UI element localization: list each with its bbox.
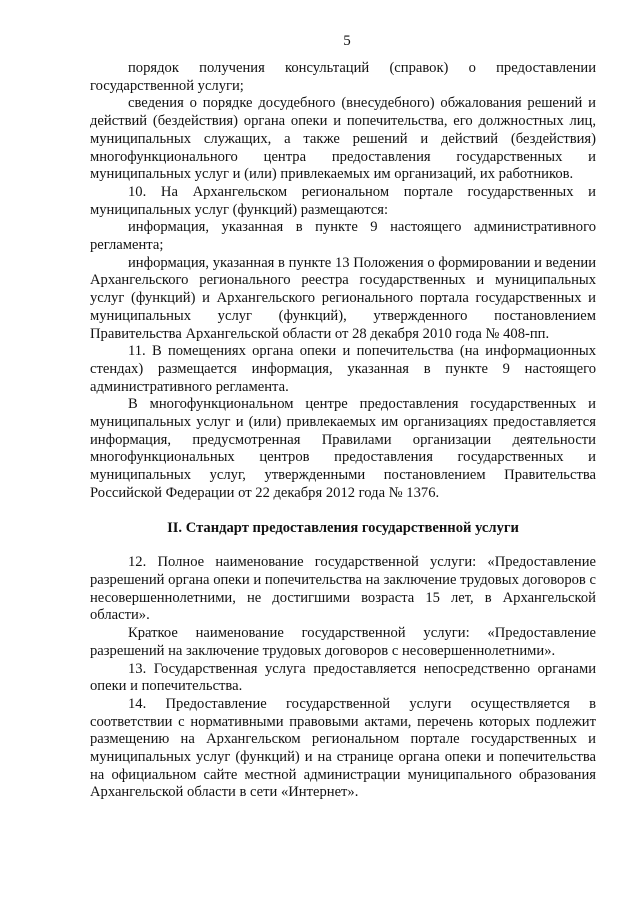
page-number: 5 (343, 33, 351, 49)
document-page (90, 32, 596, 802)
paragraph-11-premises: 11. В помещениях органа опеки и попечительства (на информационных стендах) размещается информация, указанная в пункте 9 настоящего административного регламента. (90, 343, 596, 395)
paragraph-short-name: Краткое наименование государственной услуги: «Предоставление разрешений на заключение трудовых договоров с несовершеннолетними». (90, 625, 596, 659)
paragraph-info-item-13: информация, указанная в пункте 13 Положения о формировании и ведении Архангельского регионального реестра государственных и муниципальных услуг (функций) и Архангельского регионального портала государственных и муниципальных услуг (функций), утвержденного постановлением Правительства Архангельской области от 28 декабря 2010 года № 408-пп. (90, 254, 596, 342)
paragraph-appeal-procedure: сведения о порядке досудебного (внесудебного) обжалования решений и действий (бездействия) органа опеки и попечительства, его должностных лиц, муниципальных служащих, а также решений и действий (бездействия) многофункционального центра предоставления государственных и муниципальных услуг и (или) привлекаемых им организаций, их работников. (90, 95, 596, 183)
paragraph-14-legal-basis: 14. Предоставление государственной услуги осуществляется в соответствии с нормативными правовыми актами, перечень которых подлежит размещению на Архангельском региональном портале государственных и муниципальных услуг (функций) и на странице органа опеки и попечительства на официальном сайте местной администрации муниципального образования Архангельской области в сети «Интернет». (90, 695, 596, 801)
paragraph-10-portal: 10. На Архангельском региональном портале государственных и муниципальных услуг (функций) размещаются: (90, 183, 596, 218)
paragraph-info-item-9: информация, указанная в пункте 9 настоящего административного регламента; (90, 219, 596, 254)
paragraph-12-full-name: 12. Полное наименование государственной услуги: «Предоставление разрешений органа опеки и попечительства на заключение трудовых договоров с несовершеннолетними, не достигшими возраста 15 лет, в Архангельской области». (90, 554, 596, 624)
paragraph-13-provider: 13. Государственная услуга предоставляется непосредственно органами опеки и попечительства. (90, 660, 596, 695)
paragraph-mfc-info: В многофункциональном центре предоставления государственных и муниципальных услуг и (или) привлекаемых им организациях предоставляется информация, предусмотренная Правилами организации деятельности многофункциональных центров предоставления государственных и муниципальных услуг, утвержденными постановлением Правительства Российской Федерации от 22 декабря 2012 года № 1376. (90, 396, 596, 501)
section-heading: II. Стандарт предоставления государственной услуги (167, 519, 519, 536)
paragraph-consultation-procedure: порядок получения консультаций (справок) о предоставлении государственной услуги; (90, 60, 596, 94)
